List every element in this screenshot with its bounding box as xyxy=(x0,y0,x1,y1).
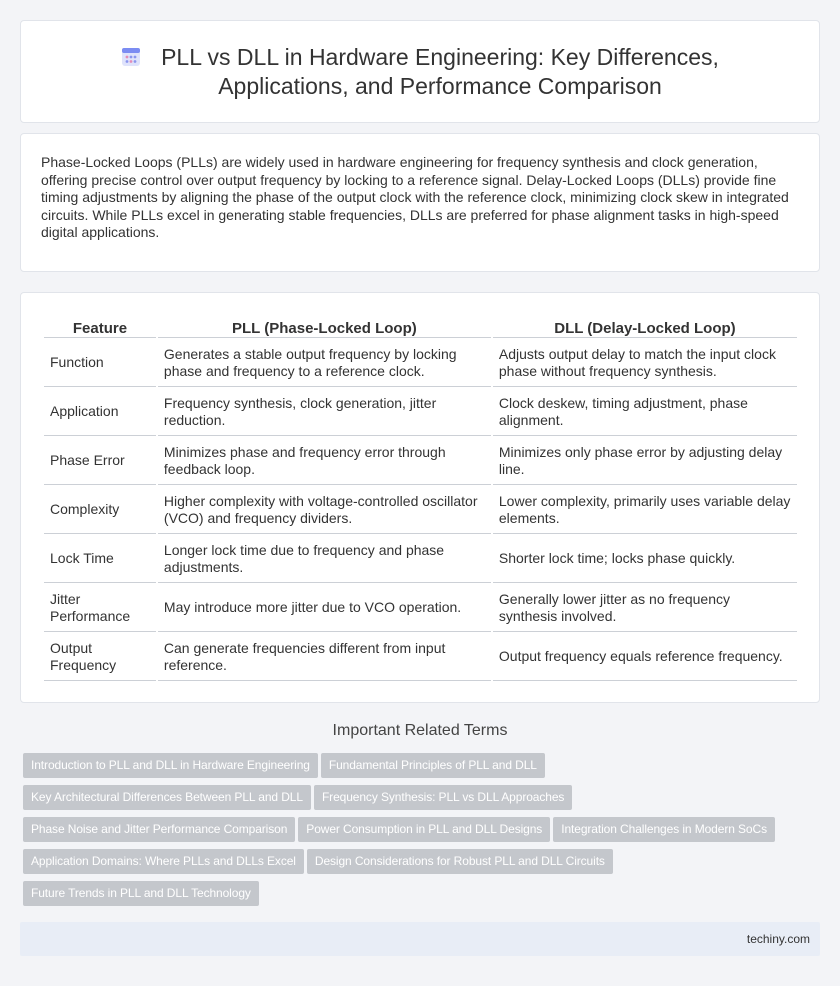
related-term-link[interactable]: Power Consumption in PLL and DLL Designs xyxy=(298,817,550,842)
table-row xyxy=(44,487,797,534)
cell-pll: Frequency synthesis, clock generation, jitter reduction. xyxy=(158,389,491,436)
cell-feature: Complexity xyxy=(44,487,156,534)
cell-pll: Can generate frequencies different from input reference. xyxy=(158,634,491,681)
cell-dll: Lower complexity, primarily uses variable delay elements. xyxy=(493,487,797,534)
related-term-link[interactable]: Integration Challenges in Modern SoCs xyxy=(553,817,775,842)
table-row xyxy=(44,340,797,387)
cell-pll: Minimizes phase and frequency error through feedback loop. xyxy=(158,438,491,485)
cell-dll: Generally lower jitter as no frequency synthesis involved. xyxy=(493,585,797,632)
table-row xyxy=(44,585,797,632)
title-wrap xyxy=(21,43,819,101)
table-header-row xyxy=(44,315,797,338)
table-row xyxy=(44,634,797,681)
header-feature: Feature xyxy=(44,315,156,338)
footer xyxy=(20,922,820,956)
table-row xyxy=(44,389,797,436)
cell-pll: Longer lock time due to frequency and phase adjustments. xyxy=(158,536,491,583)
footer-site-link[interactable]: techiny.com xyxy=(746,932,810,946)
related-terms-list xyxy=(20,753,820,913)
cell-pll: May introduce more jitter due to VCO operation. xyxy=(158,585,491,632)
related-term-link[interactable]: Fundamental Principles of PLL and DLL xyxy=(321,753,545,778)
related-term-link[interactable]: Design Considerations for Robust PLL and DLL Circuits xyxy=(307,849,613,874)
cell-feature: Output Frequency xyxy=(44,634,156,681)
cell-dll: Clock deskew, timing adjustment, phase alignment. xyxy=(493,389,797,436)
header-dll: DLL (Delay-Locked Loop) xyxy=(493,315,797,338)
cell-pll: Higher complexity with voltage-controlled oscillator (VCO) and frequency dividers. xyxy=(158,487,491,534)
cell-dll: Minimizes only phase error by adjusting delay line. xyxy=(493,438,797,485)
table-row xyxy=(44,438,797,485)
related-term-link[interactable]: Introduction to PLL and DLL in Hardware Engineering xyxy=(23,753,318,778)
comparison-table-card xyxy=(20,292,820,703)
related-terms-heading: Important Related Terms xyxy=(332,722,508,739)
related-term-link[interactable]: Phase Noise and Jitter Performance Comparison xyxy=(23,817,295,842)
cell-dll: Shorter lock time; locks phase quickly. xyxy=(493,536,797,583)
document-icon xyxy=(120,46,142,68)
cell-dll: Output frequency equals reference frequency. xyxy=(493,634,797,681)
cell-dll: Adjusts output delay to match the input clock phase without frequency synthesis. xyxy=(493,340,797,387)
cell-feature: Phase Error xyxy=(44,438,156,485)
related-term-link[interactable]: Key Architectural Differences Between PLL and DLL xyxy=(23,785,311,810)
intro-paragraph: Phase-Locked Loops (PLLs) are widely used in hardware engineering for frequency synthesis and clock generation, offering precise control over output frequency by locking to a reference signal. Delay-Locked Loops (DLLs) provide fine timing adjustments by aligning the phase of the output clock with the reference clock, minimizing clock skew in integrated circuits. While PLLs excel in generating stable frequencies, DLLs are preferred for phase alignment tasks in high-speed digital applications. xyxy=(41,154,789,240)
related-term-link[interactable]: Frequency Synthesis: PLL vs DLL Approaches xyxy=(314,785,572,810)
table-row xyxy=(44,536,797,583)
page-title-text: PLL vs DLL in Hardware Engineering: Key Differences, Applications, and Performance Comparison xyxy=(161,44,719,99)
intro-card xyxy=(20,133,820,272)
cell-feature: Function xyxy=(44,340,156,387)
related-term-link[interactable]: Application Domains: Where PLLs and DLLs Excel xyxy=(23,849,304,874)
cell-feature: Application xyxy=(44,389,156,436)
comparison-table xyxy=(42,313,799,683)
cell-pll: Generates a stable output frequency by locking phase and frequency to a reference clock. xyxy=(158,340,491,387)
header-pll: PLL (Phase-Locked Loop) xyxy=(158,315,491,338)
page-title xyxy=(120,43,720,101)
title-card xyxy=(20,20,820,123)
related-terms-section xyxy=(20,722,820,913)
related-term-link[interactable]: Future Trends in PLL and DLL Technology xyxy=(23,881,259,906)
cell-feature: Lock Time xyxy=(44,536,156,583)
cell-feature: Jitter Performance xyxy=(44,585,156,632)
